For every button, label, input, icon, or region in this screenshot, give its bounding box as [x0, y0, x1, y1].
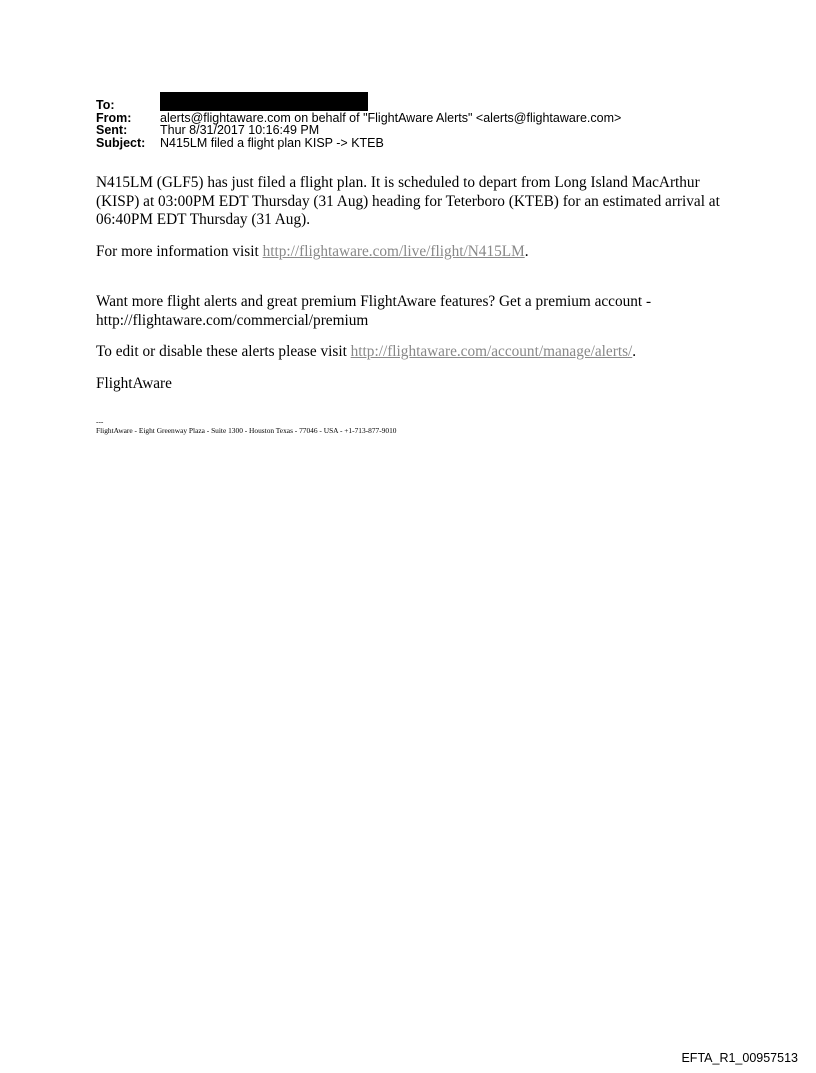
to-label: To: — [96, 98, 115, 112]
email-header — [96, 99, 621, 149]
flight-plan-paragraph: N415LM (GLF5) has just filed a flight plan. It is scheduled to depart from Long Island MacArthur (KISP) at 03:00PM EDT Thursday (31 Aug) heading for Teterboro (KTEB) for an estimated arrival at 06:40PM EDT Thursday (31 Aug). — [96, 174, 720, 228]
subject-row — [96, 137, 621, 150]
flight-link[interactable]: http://flightaware.com/live/flight/N415LM — [262, 242, 525, 260]
more-info-suffix: . — [524, 242, 529, 260]
more-info-paragraph — [96, 243, 726, 262]
email-body — [96, 174, 726, 393]
alerts-text: To edit or disable these alerts please visit — [96, 343, 351, 360]
redaction-block — [160, 92, 368, 111]
premium-text: Want more flight alerts and great premium FlightAware features? Get a premium account - — [96, 293, 652, 310]
email-footer — [96, 418, 396, 435]
manage-alerts-link[interactable]: http://flightaware.com/account/manage/alerts/ — [350, 343, 633, 360]
premium-paragraph — [96, 293, 726, 330]
to-row — [96, 99, 621, 112]
sent-value: Thur 8/31/2017 10:16:49 PM — [160, 123, 320, 137]
sent-label: Sent: — [96, 123, 128, 137]
signature: FlightAware — [96, 374, 172, 392]
alerts-paragraph — [96, 343, 726, 362]
more-info-text: For more information visit — [96, 242, 263, 260]
footer-separator: --- — [96, 417, 104, 426]
subject-label: Subject: — [96, 135, 146, 150]
bates-number: EFTA_R1_00957513 — [681, 1051, 798, 1065]
from-label: From: — [96, 110, 132, 125]
sent-row — [96, 124, 621, 137]
subject-value: N415LM filed a flight plan KISP -> KTEB — [160, 135, 384, 150]
premium-url: http://flightaware.com/commercial/premium — [96, 311, 369, 329]
from-value: alerts@flightaware.com on behalf of "FlightAware Alerts" <alerts@flightaware.com> — [160, 110, 622, 125]
footer-address: FlightAware - Eight Greenway Plaza - Suite 1300 - Houston Texas - 77046 - USA - +1-713-877-9010 — [96, 425, 397, 435]
alerts-suffix: . — [632, 343, 637, 360]
